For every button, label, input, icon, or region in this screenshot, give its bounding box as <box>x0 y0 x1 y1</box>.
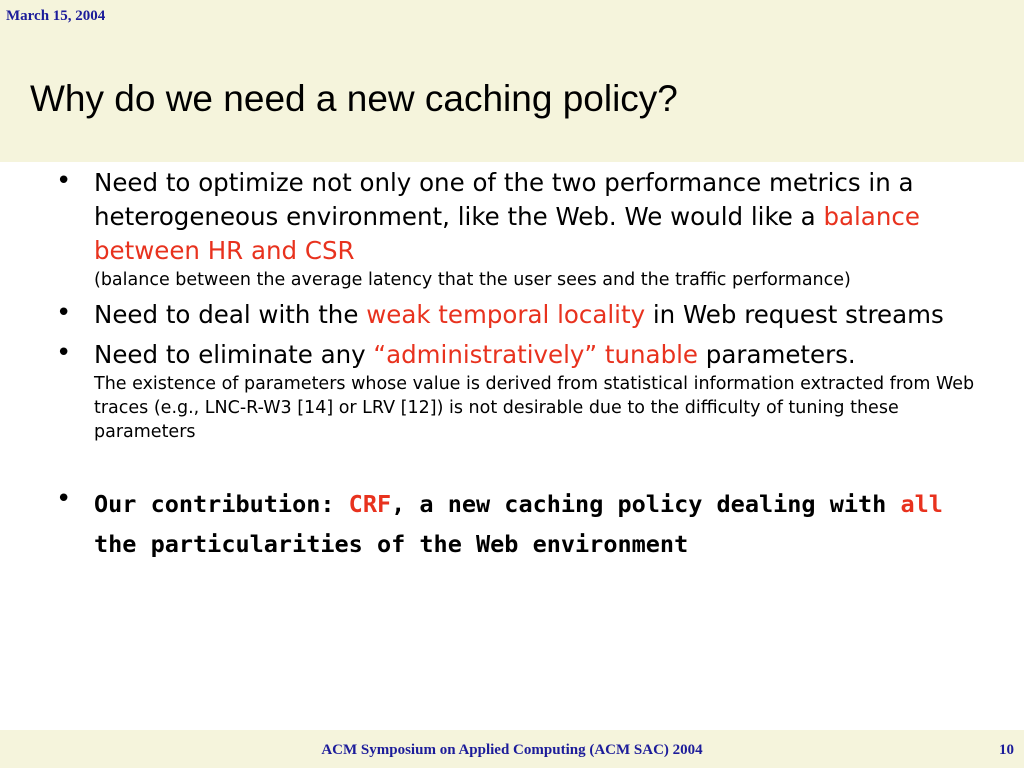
slide-date: March 15, 2004 <box>6 8 106 24</box>
bullet-2-after: in Web request streams <box>645 300 944 329</box>
bullet-2-highlight: weak temporal locality <box>366 300 646 329</box>
footer-conference: ACM Symposium on Applied Computing (ACM SAC) 2004 <box>321 742 703 758</box>
bullet-4-middle: , a new caching policy dealing with <box>391 490 901 518</box>
bullet-dot: • <box>56 166 72 196</box>
bullet-1-text <box>94 166 976 268</box>
bullet-4-highlight-all: all <box>900 490 943 518</box>
bullet-4-after: the particularities of the Web environment <box>94 530 689 558</box>
bullet-1-line: Need to optimize not only one of the two performance metrics in a heterogeneous environment, like the Web. We would like a <box>94 168 914 231</box>
bullet-2-before: Need to deal with the <box>94 300 367 329</box>
bullet-3-highlight: “administratively” tunable <box>373 340 699 369</box>
bullet-dot: • <box>56 338 72 368</box>
page-number: 10 <box>999 742 1014 758</box>
bullet-item-3 <box>56 338 976 444</box>
bullet-item-4 <box>56 484 976 564</box>
bullet-item-2 <box>56 298 976 332</box>
bullet-3-note: The existence of parameters whose value is derived from statistical information extracted from Web traces (e.g., LNC-R-W3 [14] or LRV [12]) is not desirable due to the difficulty of tuning these parameters <box>94 374 975 442</box>
bullet-3-before: Need to eliminate any <box>94 340 374 369</box>
bullet-2-text <box>94 298 976 332</box>
bullet-4-highlight-crf: CRF <box>348 490 392 518</box>
bullet-3-after: parameters. <box>698 340 856 369</box>
bullet-dot: • <box>56 484 72 514</box>
bullet-list <box>56 166 976 564</box>
bullet-1-note: (balance between the average latency that the user sees and the traffic performance) <box>94 270 851 290</box>
bullet-dot: • <box>56 298 72 328</box>
bullet-4-before: Our contribution: <box>94 490 349 518</box>
bullet-4-text <box>94 484 976 564</box>
slide-title: Why do we need a new caching policy? <box>30 78 678 119</box>
bullet-3-text <box>94 338 976 372</box>
bullet-1-highlight: balance between HR and CSR <box>94 202 920 265</box>
bullet-item-1 <box>56 166 976 292</box>
